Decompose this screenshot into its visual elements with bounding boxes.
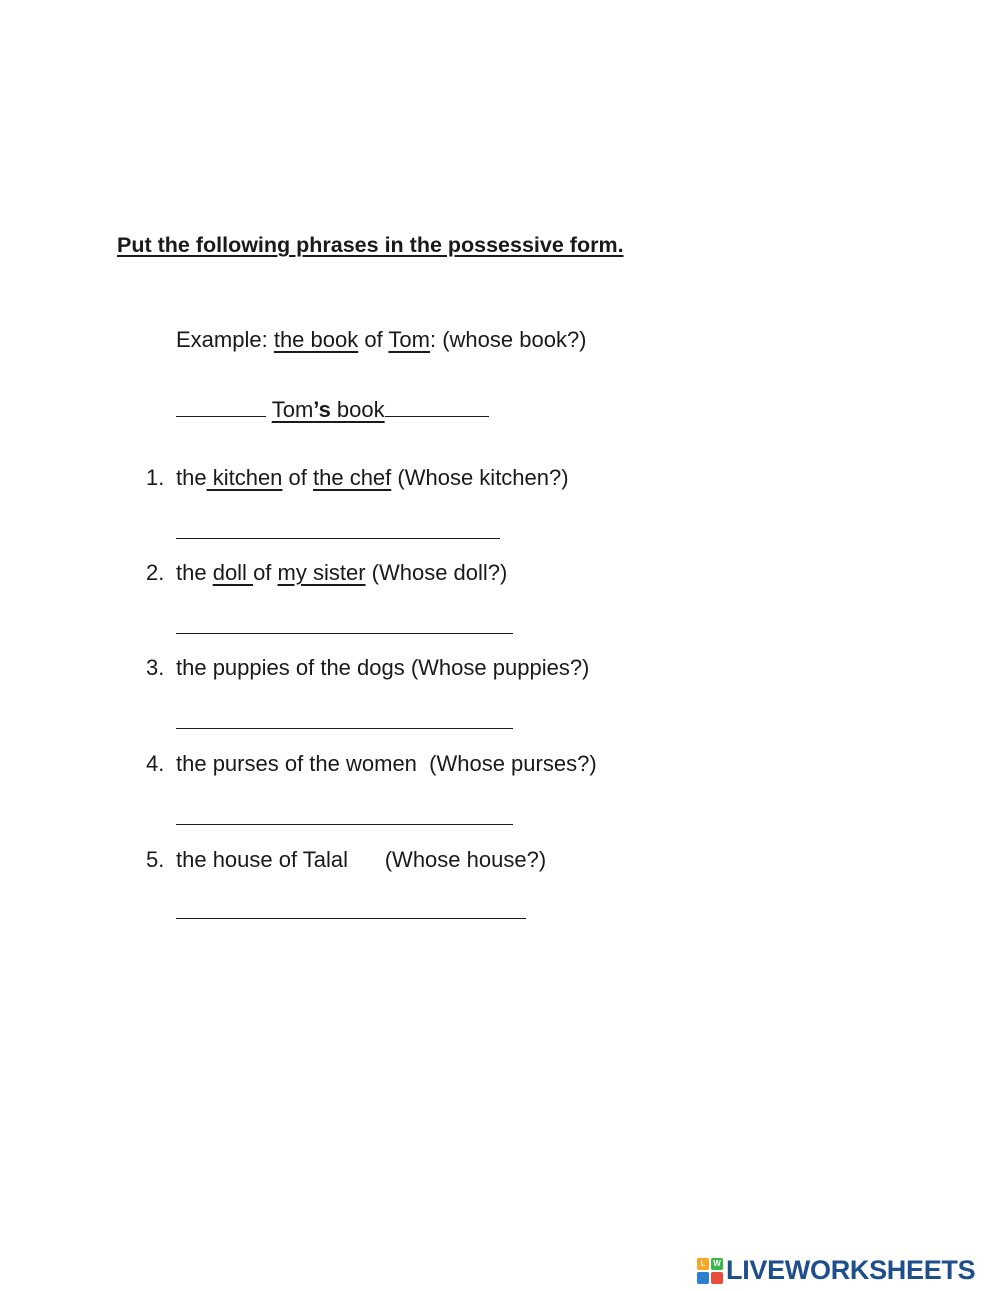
example-answer (176, 396, 489, 423)
item-2-question: (Whose doll?) (365, 560, 508, 585)
item-2-article: the (176, 560, 213, 585)
item-number: 3. (146, 655, 165, 680)
item-number: 4. (146, 751, 165, 776)
item-2-object: doll (212, 560, 254, 585)
item-4-answer-blank[interactable] (176, 824, 513, 825)
item-1-answer-blank[interactable] (176, 538, 500, 539)
item-1-object: kitchen (206, 465, 283, 490)
item-3-prompt: the puppies of the dogs (Whose puppies?) (176, 655, 590, 680)
example-blank-right (385, 396, 489, 417)
worksheet-title: Put the following phrases in the possessive form. (117, 233, 624, 257)
item-1-owner: the chef (313, 465, 392, 490)
liveworksheets-logo (697, 1255, 975, 1286)
liveworksheets-wordmark: LIVEWORKSHEETS (726, 1255, 976, 1285)
logo-tile-2: W (711, 1258, 723, 1270)
logo-tile-1: L (697, 1258, 709, 1270)
logo-tile-4 (711, 1272, 723, 1284)
example-owner: Tom (388, 327, 430, 352)
item-number: 5. (146, 847, 165, 872)
item-5-answer-blank[interactable] (176, 918, 526, 919)
item-4-prompt: the purses of the women (Whose purses?) (176, 751, 597, 776)
example-answer-owner: Tom (271, 397, 314, 422)
example-answer-noun: book (330, 397, 385, 422)
example-label: Example: (176, 327, 274, 352)
item-2-answer-blank[interactable] (176, 633, 513, 634)
item-1-article: the (176, 465, 207, 490)
item-1-question: (Whose kitchen?) (391, 465, 569, 490)
item-1-of: of (282, 465, 313, 490)
item-1-prompt (176, 465, 569, 491)
item-3-answer-blank[interactable] (176, 728, 513, 729)
example-answer-apostrophe: ’s (313, 397, 331, 422)
example-blank-left (176, 396, 266, 417)
example-answer-text (272, 397, 385, 422)
item-2-owner: my sister (277, 560, 366, 585)
item-2-prompt (176, 560, 507, 586)
example-prompt (176, 327, 587, 353)
example-question: : (whose book?) (429, 327, 587, 352)
logo-tile-3 (697, 1272, 709, 1284)
example-object: the book (273, 327, 359, 352)
liveworksheets-icon (697, 1258, 723, 1284)
example-of: of (358, 327, 389, 352)
item-2-of: of (253, 560, 278, 585)
item-5-prompt: the house of Talal (Whose house?) (176, 847, 547, 872)
item-number: 2. (146, 560, 165, 585)
item-number: 1. (146, 465, 165, 490)
